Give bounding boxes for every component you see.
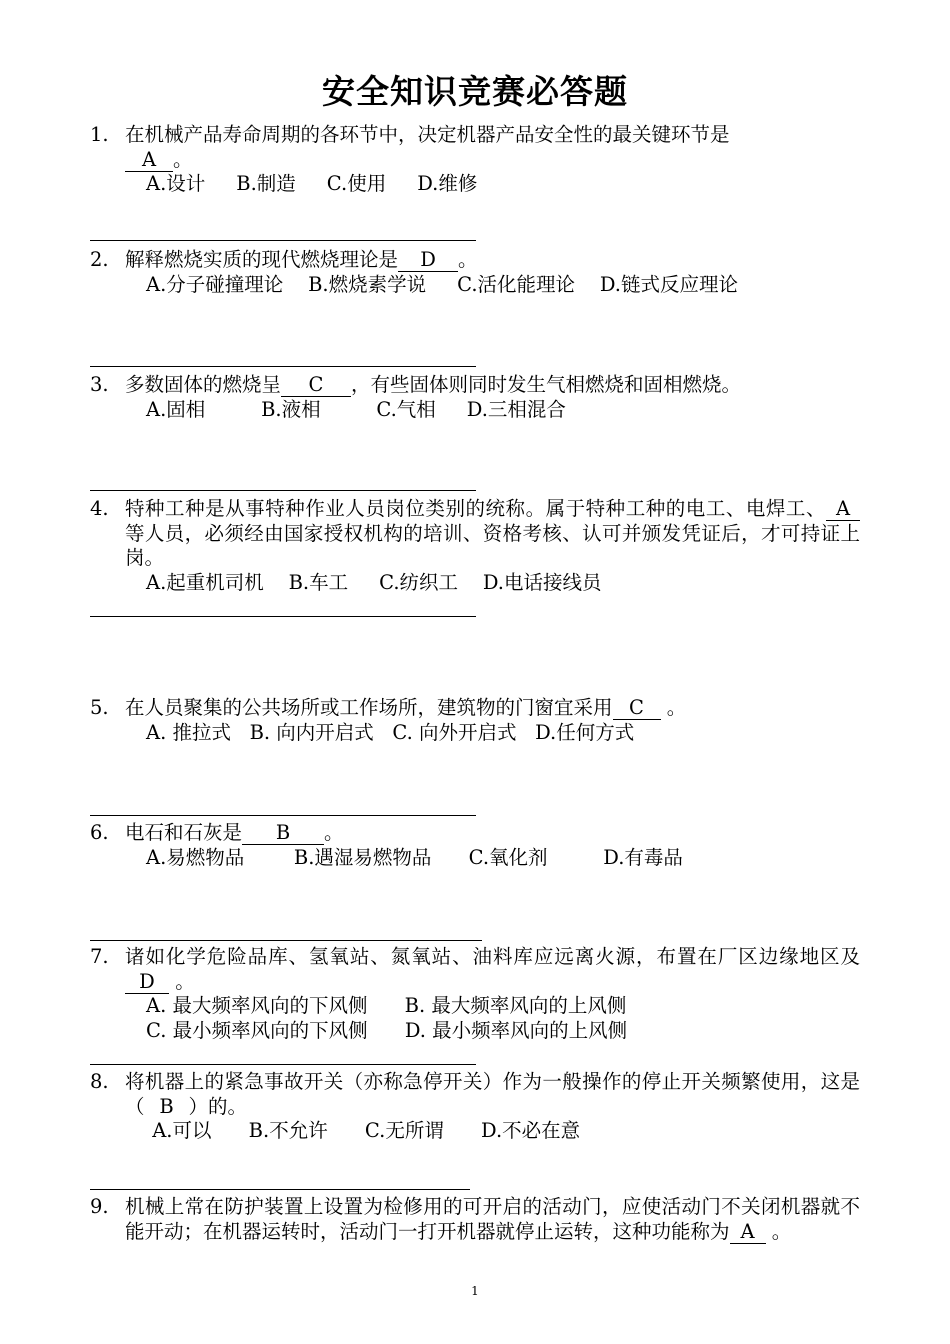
separator-line xyxy=(90,490,476,491)
answer-blank: D xyxy=(125,971,169,994)
question-text: 诸如化学危险品库、氢氧站、氮氧站、油料库应远离火源，布置在厂区边缘地区及D 。 xyxy=(125,945,860,993)
question-number: 5. xyxy=(90,696,109,719)
question-5 xyxy=(90,696,860,745)
separator-line xyxy=(90,366,476,367)
answer-blank: C xyxy=(613,697,661,720)
question-number: 4. xyxy=(90,497,109,520)
question-number: 6. xyxy=(90,821,109,844)
separator-line xyxy=(90,616,476,617)
question-6 xyxy=(90,821,860,870)
separator-line xyxy=(90,240,476,241)
question-2 xyxy=(90,248,860,297)
question-options: A. 推拉式 B. 向内开启式 C. 向外开启式 D.任何方式 xyxy=(146,720,635,744)
question-options: A.易燃物品 B.遇湿易燃物品 C.氧化剂 D.有毒品 xyxy=(146,845,683,869)
question-9 xyxy=(90,1195,860,1244)
answer-blank: C xyxy=(281,374,351,397)
answer-blank: A xyxy=(826,498,860,521)
question-options: C. 最小频率风向的下风侧 D. 最小频率风向的上风侧 xyxy=(146,1018,628,1042)
question-text: 将机器上的紧急事故开关（亦称急停开关）作为一般操作的停止开关频繁使用，这是（ B ）的。 xyxy=(125,1070,860,1118)
question-text: 多数固体的燃烧呈 C ，有些固体则同时发生气相燃烧和固相燃烧。 xyxy=(125,373,742,396)
separator-line xyxy=(90,815,476,816)
question-options: A.固相 B.液相 C.气相 D.三相混合 xyxy=(146,397,566,421)
question-options: A.分子碰撞理论 B.燃烧素学说 C.活化能理论 D.链式反应理论 xyxy=(146,272,738,296)
question-number: 9. xyxy=(90,1195,109,1218)
question-text: 电石和石灰是 B 。 xyxy=(125,821,344,844)
separator-line xyxy=(90,940,482,941)
question-number: 2. xyxy=(90,248,109,271)
question-options: A.可以 B.不允许 C.无所谓 D.不必在意 xyxy=(146,1119,581,1142)
question-text: 在机械产品寿命周期的各环节中，决定机器产品安全性的最关键环节是 A 。 xyxy=(125,123,730,171)
question-3 xyxy=(90,373,860,422)
page-title: 安全知识竞赛必答题 xyxy=(322,72,628,111)
question-number: 7. xyxy=(90,945,109,968)
question-text: 解释燃烧实质的现代燃烧理论是 D 。 xyxy=(125,248,478,271)
answer-blank: D xyxy=(398,249,458,272)
question-options: A.设计 B.制造 C.使用 D.维修 xyxy=(146,172,478,195)
question-number: 3. xyxy=(90,373,109,396)
question-text: 机械上常在防护装置上设置为检修用的可开启的活动门，应使活动门不关闭机器就不能开动；在机器运转时，活动门一打开机器就停止运转，这种功能称为 A 。 xyxy=(125,1195,860,1243)
question-options: A. 最大频率风向的下风侧 B. 最大频率风向的上风侧 xyxy=(146,994,627,1017)
question-number: 1. xyxy=(90,123,109,146)
question-options: A.起重机司机 B.车工 C.纺织工 D.电话接线员 xyxy=(146,570,602,594)
separator-line xyxy=(90,1064,476,1065)
question-text: 特种工种是从事特种作业人员岗位类别的统称。属于特种工种的电工、电焊工、 A等人员，必须经由国家授权机构的培训、资格考核、认可并颁发凭证后，才可持证上岗。 xyxy=(125,497,860,569)
question-4 xyxy=(90,497,860,595)
answer-blank: B xyxy=(242,822,324,845)
page-number: 1 xyxy=(471,1284,479,1298)
question-1 xyxy=(90,123,860,197)
answer-blank: A xyxy=(730,1221,766,1244)
question-7 xyxy=(90,945,860,1043)
question-8 xyxy=(90,1070,860,1144)
answer-blank: A xyxy=(125,149,173,172)
separator-line xyxy=(90,1189,470,1190)
question-number: 8. xyxy=(90,1070,109,1093)
question-text: 在人员聚集的公共场所或工作场所，建筑物的门窗宜采用 C 。 xyxy=(125,696,687,719)
answer-blank: B xyxy=(159,1094,174,1118)
